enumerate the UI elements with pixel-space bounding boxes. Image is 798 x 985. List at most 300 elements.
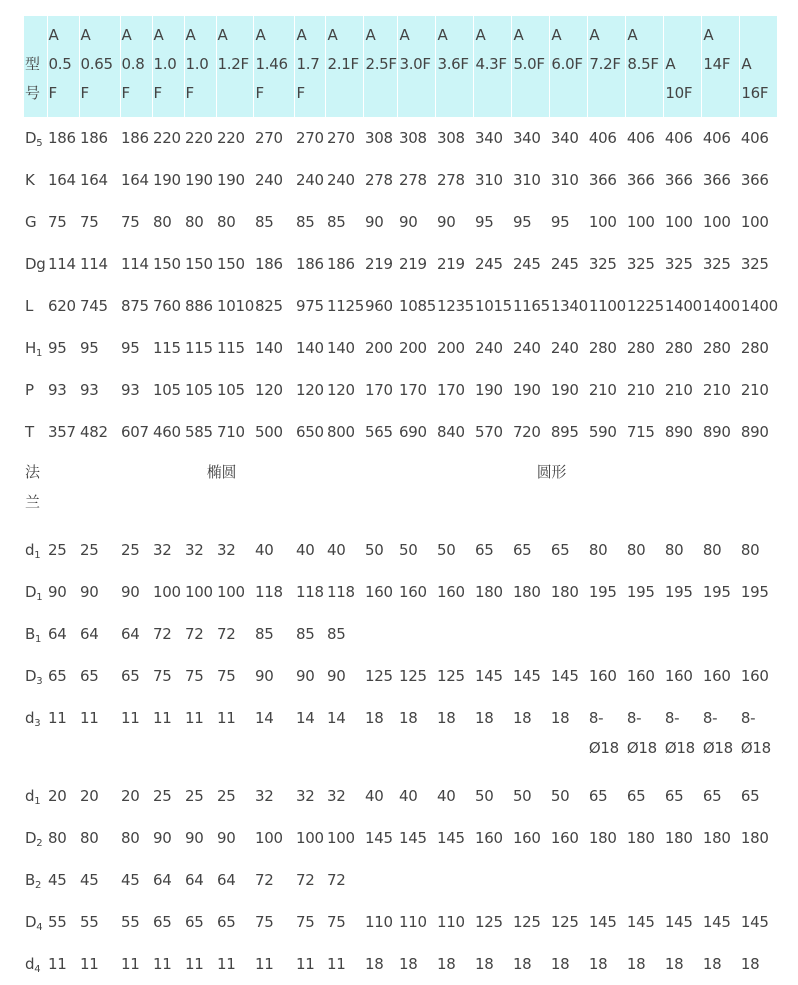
table-cell: 565 — [364, 423, 393, 441]
table-cell: 1085 — [398, 297, 436, 315]
table-cell: 715 — [626, 423, 655, 441]
model-header-text: 10F — [665, 84, 693, 102]
table-cell: 180 — [740, 829, 769, 847]
model-header-cell — [79, 16, 120, 117]
table-cell: 890 — [740, 423, 769, 441]
row-label-text: d — [25, 541, 35, 559]
table-cell: 140 — [254, 339, 283, 357]
table-cell: 219 — [436, 255, 465, 273]
table-cell: 160 — [474, 829, 503, 847]
row-label — [24, 529, 47, 571]
model-header-text: 5.0F — [513, 55, 545, 73]
cell-text: 8- — [588, 709, 604, 727]
spec-table — [24, 16, 778, 985]
row-label — [24, 859, 47, 901]
table-cell — [702, 859, 740, 901]
table-cell: 150 — [217, 255, 245, 273]
table-cell: 840 — [436, 423, 465, 441]
row-label — [24, 369, 47, 411]
table-cell: 1125 — [326, 297, 364, 315]
table-cell: 406 — [664, 129, 693, 147]
row-label-subscript: 5 — [36, 138, 43, 149]
table-cell: 590 — [588, 423, 617, 441]
flange-row — [24, 453, 778, 529]
table-cell: 14 — [295, 709, 315, 727]
model-header-cell — [550, 16, 588, 117]
table-cell: 32 — [185, 541, 204, 559]
table-cell: 65 — [474, 541, 494, 559]
model-header-text: A — [121, 26, 132, 44]
table-cell: 25 — [121, 541, 140, 559]
table-cell: 310 — [474, 171, 503, 189]
table-cell: 160 — [512, 829, 541, 847]
table-row — [24, 327, 778, 369]
model-header-text: 1.2F — [217, 55, 249, 73]
table-cell: 85 — [295, 625, 315, 643]
table-cell — [626, 859, 664, 901]
table-cell: 18 — [550, 709, 570, 727]
table-cell: 190 — [217, 171, 245, 189]
table-cell: 190 — [512, 381, 541, 399]
table-cell — [436, 613, 474, 655]
model-header-text: 3.0F — [399, 55, 431, 73]
table-cell: 75 — [153, 667, 172, 685]
table-cell: 11 — [48, 955, 67, 973]
table-cell: 80 — [588, 541, 608, 559]
model-header-text: 1.0F — [153, 55, 177, 102]
table-row — [24, 117, 778, 159]
table-cell: 93 — [121, 381, 140, 399]
table-cell: 240 — [295, 171, 324, 189]
table-cell: 1015 — [474, 297, 512, 315]
table-cell: 18 — [664, 955, 684, 973]
table-row — [24, 159, 778, 201]
row-label-text: D — [25, 829, 37, 847]
table-cell: 195 — [702, 583, 731, 601]
model-header-text: 1.46F — [255, 55, 288, 102]
row-label-text: B — [25, 625, 35, 643]
table-cell: 90 — [217, 829, 236, 847]
header-row — [24, 16, 778, 117]
table-cell: 482 — [80, 423, 108, 441]
corner-text: 号 — [25, 84, 40, 102]
table-cell — [626, 697, 664, 775]
table-cell: 18 — [626, 955, 646, 973]
model-header-cell — [254, 16, 295, 117]
table-cell: 18 — [550, 955, 570, 973]
table-cell: 75 — [121, 213, 140, 231]
table-cell: 406 — [740, 129, 769, 147]
table-cell: 186 — [80, 129, 108, 147]
model-header-text: 6.0F — [551, 55, 583, 73]
table-cell: 65 — [664, 787, 684, 805]
table-cell: 219 — [398, 255, 427, 273]
table-cell: 825 — [254, 297, 283, 315]
table-cell: 25 — [153, 787, 172, 805]
table-cell: 164 — [121, 171, 149, 189]
table-cell: 11 — [121, 709, 140, 727]
table-cell: 65 — [550, 541, 570, 559]
table-cell: 75 — [185, 667, 204, 685]
table-cell: 620 — [48, 297, 76, 315]
table-cell: 50 — [474, 787, 494, 805]
table-cell: 710 — [217, 423, 245, 441]
table-cell: 975 — [295, 297, 324, 315]
table-cell: 95 — [80, 339, 99, 357]
flange-label-text: 法 — [25, 463, 40, 481]
table-cell: 1235 — [436, 297, 474, 315]
table-cell: 180 — [550, 583, 579, 601]
row-label — [24, 159, 47, 201]
table-cell: 280 — [740, 339, 769, 357]
table-cell: 14 — [326, 709, 346, 727]
model-header-text: A — [665, 55, 676, 73]
table-cell: 240 — [550, 339, 579, 357]
table-cell: 325 — [588, 255, 617, 273]
model-header-text: A — [589, 26, 600, 44]
table-cell: 80 — [185, 213, 204, 231]
table-cell: 145 — [398, 829, 427, 847]
table-cell: 895 — [550, 423, 579, 441]
table-cell: 220 — [185, 129, 213, 147]
table-cell: 890 — [702, 423, 731, 441]
table-cell — [702, 697, 740, 775]
table-cell: 72 — [295, 871, 315, 889]
table-cell — [588, 613, 626, 655]
table-cell: 240 — [474, 339, 503, 357]
table-cell: 25 — [80, 541, 99, 559]
table-cell: 105 — [185, 381, 213, 399]
table-cell: 72 — [254, 871, 274, 889]
table-cell — [512, 859, 550, 901]
table-cell: 90 — [121, 583, 140, 601]
table-cell: 1400 — [664, 297, 702, 315]
corner-text: 型 — [25, 55, 40, 73]
table-cell: 65 — [48, 667, 67, 685]
table-cell: 18 — [588, 955, 608, 973]
table-cell: 278 — [436, 171, 465, 189]
model-header-text: A — [703, 26, 714, 44]
row-label-subscript: 1 — [35, 634, 42, 645]
model-header-text: 8.5F — [627, 55, 659, 73]
table-cell: 308 — [398, 129, 427, 147]
table-cell: 270 — [326, 129, 355, 147]
table-cell: 140 — [326, 339, 355, 357]
table-cell: 190 — [153, 171, 181, 189]
table-cell: 18 — [474, 955, 494, 973]
model-header-text: 0.5F — [48, 55, 72, 102]
table-cell: 25 — [185, 787, 204, 805]
table-cell: 325 — [664, 255, 693, 273]
table-cell: 100 — [664, 213, 693, 231]
row-label — [24, 201, 47, 243]
table-cell: 11 — [185, 709, 204, 727]
table-cell: 100 — [153, 583, 181, 601]
row-label-text: B — [25, 871, 35, 889]
model-header-text: 3.6F — [437, 55, 469, 73]
model-header-text: 14F — [703, 55, 731, 73]
table-cell: 245 — [550, 255, 579, 273]
table-cell: 95 — [121, 339, 140, 357]
table-cell: 186 — [121, 129, 149, 147]
table-cell: 32 — [153, 541, 172, 559]
row-label-text: Dg — [25, 255, 46, 273]
table-cell: 65 — [512, 541, 532, 559]
table-cell: 100 — [702, 213, 731, 231]
model-header-text: A — [185, 26, 196, 44]
model-header-text: A — [327, 26, 338, 44]
table-cell: 18 — [436, 709, 456, 727]
table-cell: 140 — [295, 339, 324, 357]
table-cell: 280 — [626, 339, 655, 357]
table-cell: 18 — [512, 955, 532, 973]
table-cell: 210 — [588, 381, 617, 399]
table-cell: 180 — [512, 583, 541, 601]
table-cell: 406 — [626, 129, 655, 147]
table-cell: 145 — [512, 667, 541, 685]
table-cell: 45 — [80, 871, 99, 889]
table-cell: 72 — [153, 625, 172, 643]
table-cell: 190 — [550, 381, 579, 399]
table-cell: 75 — [295, 913, 315, 931]
table-cell: 210 — [626, 381, 655, 399]
table-cell: 11 — [153, 955, 172, 973]
row-label — [24, 613, 47, 655]
row-label-text: D — [25, 913, 37, 931]
model-header-text: 1.0F — [185, 55, 209, 102]
table-cell: 186 — [326, 255, 355, 273]
table-cell — [588, 859, 626, 901]
table-cell: 145 — [436, 829, 465, 847]
table-cell: 145 — [664, 913, 693, 931]
table-cell: 875 — [121, 297, 149, 315]
table-cell — [626, 613, 664, 655]
row-label-subscript: 1 — [34, 796, 41, 807]
table-cell: 65 — [80, 667, 99, 685]
table-cell: 25 — [217, 787, 236, 805]
model-header-text: A — [153, 26, 164, 44]
row-label-subscript: 3 — [36, 676, 43, 687]
table-cell: 240 — [254, 171, 283, 189]
table-cell: 310 — [550, 171, 579, 189]
table-cell: 11 — [153, 709, 172, 727]
table-cell — [436, 859, 474, 901]
table-cell: 180 — [626, 829, 655, 847]
table-cell: 186 — [295, 255, 324, 273]
table-cell: 190 — [474, 381, 503, 399]
model-header-text — [665, 21, 701, 50]
table-cell: 80 — [217, 213, 236, 231]
table-cell: 100 — [295, 829, 324, 847]
table-cell: 20 — [48, 787, 67, 805]
table-cell: 1400 — [740, 297, 778, 315]
table-cell: 125 — [474, 913, 503, 931]
model-header-text: A — [217, 26, 228, 44]
table-cell: 100 — [626, 213, 655, 231]
table-cell: 125 — [436, 667, 465, 685]
table-cell: 340 — [512, 129, 541, 147]
table-cell: 95 — [48, 339, 67, 357]
table-row — [24, 655, 778, 697]
table-cell: 93 — [48, 381, 67, 399]
table-cell: 164 — [48, 171, 76, 189]
table-cell: 18 — [364, 955, 384, 973]
row-label-text: K — [25, 171, 35, 189]
table-cell: 460 — [153, 423, 181, 441]
table-cell: 50 — [436, 541, 456, 559]
table-cell: 340 — [550, 129, 579, 147]
table-cell — [740, 697, 778, 775]
table-cell: 120 — [254, 381, 283, 399]
table-cell: 210 — [702, 381, 731, 399]
flange-label — [24, 453, 47, 529]
model-header-cell — [702, 16, 740, 117]
table-cell — [512, 613, 550, 655]
table-cell: 18 — [398, 955, 418, 973]
table-cell: 40 — [295, 541, 315, 559]
table-cell: 195 — [626, 583, 655, 601]
table-cell: 32 — [254, 787, 274, 805]
table-cell: 18 — [702, 955, 722, 973]
table-cell: 310 — [512, 171, 541, 189]
model-header-text: A — [255, 26, 266, 44]
row-label-text: d — [25, 955, 35, 973]
table-cell: 14 — [254, 709, 274, 727]
table-cell: 80 — [740, 541, 760, 559]
table-cell: 72 — [217, 625, 236, 643]
row-label-subscript: 4 — [36, 922, 43, 933]
table-cell: 145 — [474, 667, 503, 685]
table-cell: 100 — [185, 583, 213, 601]
table-cell: 11 — [121, 955, 140, 973]
table-cell: 210 — [664, 381, 693, 399]
table-cell — [664, 697, 702, 775]
row-label — [24, 697, 47, 775]
table-cell: 65 — [217, 913, 236, 931]
flange-round-label: 圆形 — [536, 463, 567, 481]
table-cell: 65 — [185, 913, 204, 931]
table-cell: 18 — [474, 709, 494, 727]
table-cell: 20 — [121, 787, 140, 805]
table-row — [24, 243, 778, 285]
model-header-cell — [364, 16, 398, 117]
table-cell: 325 — [740, 255, 769, 273]
table-cell: 50 — [550, 787, 570, 805]
table-cell: 240 — [512, 339, 541, 357]
model-header-cell — [740, 16, 778, 117]
table-cell: 118 — [254, 583, 283, 601]
row-label-text: d — [25, 787, 35, 805]
flange-label-text: 兰 — [25, 493, 40, 511]
cell-text: 8- — [740, 709, 756, 727]
model-header-cell — [295, 16, 326, 117]
table-cell: 195 — [740, 583, 769, 601]
table-cell: 160 — [550, 829, 579, 847]
table-cell: 180 — [474, 583, 503, 601]
table-cell: 1340 — [550, 297, 588, 315]
table-cell: 760 — [153, 297, 181, 315]
table-cell: 200 — [398, 339, 427, 357]
model-header-text: A — [365, 26, 376, 44]
model-header-text: A — [80, 26, 91, 44]
table-cell: 80 — [80, 829, 99, 847]
table-cell: 160 — [398, 583, 427, 601]
table-cell: 65 — [626, 787, 646, 805]
table-cell: 240 — [326, 171, 355, 189]
table-cell: 308 — [364, 129, 393, 147]
table-cell: 55 — [121, 913, 140, 931]
table-cell: 1100 — [588, 297, 626, 315]
table-row — [24, 613, 778, 655]
table-cell: 180 — [664, 829, 693, 847]
table-cell: 75 — [48, 213, 67, 231]
table-cell: 170 — [364, 381, 393, 399]
table-cell: 80 — [664, 541, 684, 559]
model-header-text: 0.8F — [121, 55, 145, 102]
table-cell: 219 — [364, 255, 393, 273]
table-cell: 40 — [254, 541, 274, 559]
model-header-cell — [326, 16, 364, 117]
table-cell: 195 — [588, 583, 617, 601]
table-cell: 80 — [626, 541, 646, 559]
table-cell: 65 — [740, 787, 760, 805]
table-cell: 18 — [436, 955, 456, 973]
table-cell: 1010 — [217, 297, 254, 315]
table-cell: 270 — [295, 129, 324, 147]
spec-table-wrapper — [24, 16, 778, 985]
table-cell: 90 — [185, 829, 204, 847]
table-cell: 11 — [185, 955, 204, 973]
table-cell: 75 — [326, 913, 346, 931]
table-cell: 340 — [474, 129, 503, 147]
table-cell: 210 — [740, 381, 769, 399]
table-cell: 160 — [436, 583, 465, 601]
table-cell: 170 — [398, 381, 427, 399]
table-cell: 308 — [436, 129, 465, 147]
table-cell: 325 — [626, 255, 655, 273]
table-cell: 118 — [326, 583, 355, 601]
table-cell: 18 — [512, 709, 532, 727]
table-cell — [364, 613, 398, 655]
table-row — [24, 817, 778, 859]
table-cell: 280 — [664, 339, 693, 357]
table-cell: 220 — [217, 129, 245, 147]
table-cell: 75 — [80, 213, 99, 231]
table-cell: 170 — [436, 381, 465, 399]
model-header-text: A — [627, 26, 638, 44]
table-cell: 886 — [185, 297, 213, 315]
table-cell: 100 — [217, 583, 245, 601]
corner-cell — [24, 16, 47, 117]
table-cell: 18 — [398, 709, 418, 727]
table-cell: 50 — [398, 541, 418, 559]
table-cell: 690 — [398, 423, 427, 441]
model-header-text: 2.1F — [327, 55, 359, 73]
table-cell: 220 — [153, 129, 181, 147]
cell-text: Ø18 — [664, 739, 695, 757]
row-label-subscript: 1 — [34, 550, 41, 561]
table-cell: 85 — [326, 625, 346, 643]
table-cell: 200 — [436, 339, 465, 357]
table-cell: 100 — [326, 829, 355, 847]
cell-text: Ø18 — [740, 739, 771, 757]
table-cell: 50 — [364, 541, 384, 559]
row-label — [24, 571, 47, 613]
table-cell: 406 — [702, 129, 731, 147]
table-cell: 164 — [80, 171, 108, 189]
table-row — [24, 775, 778, 817]
table-cell: 11 — [217, 709, 236, 727]
